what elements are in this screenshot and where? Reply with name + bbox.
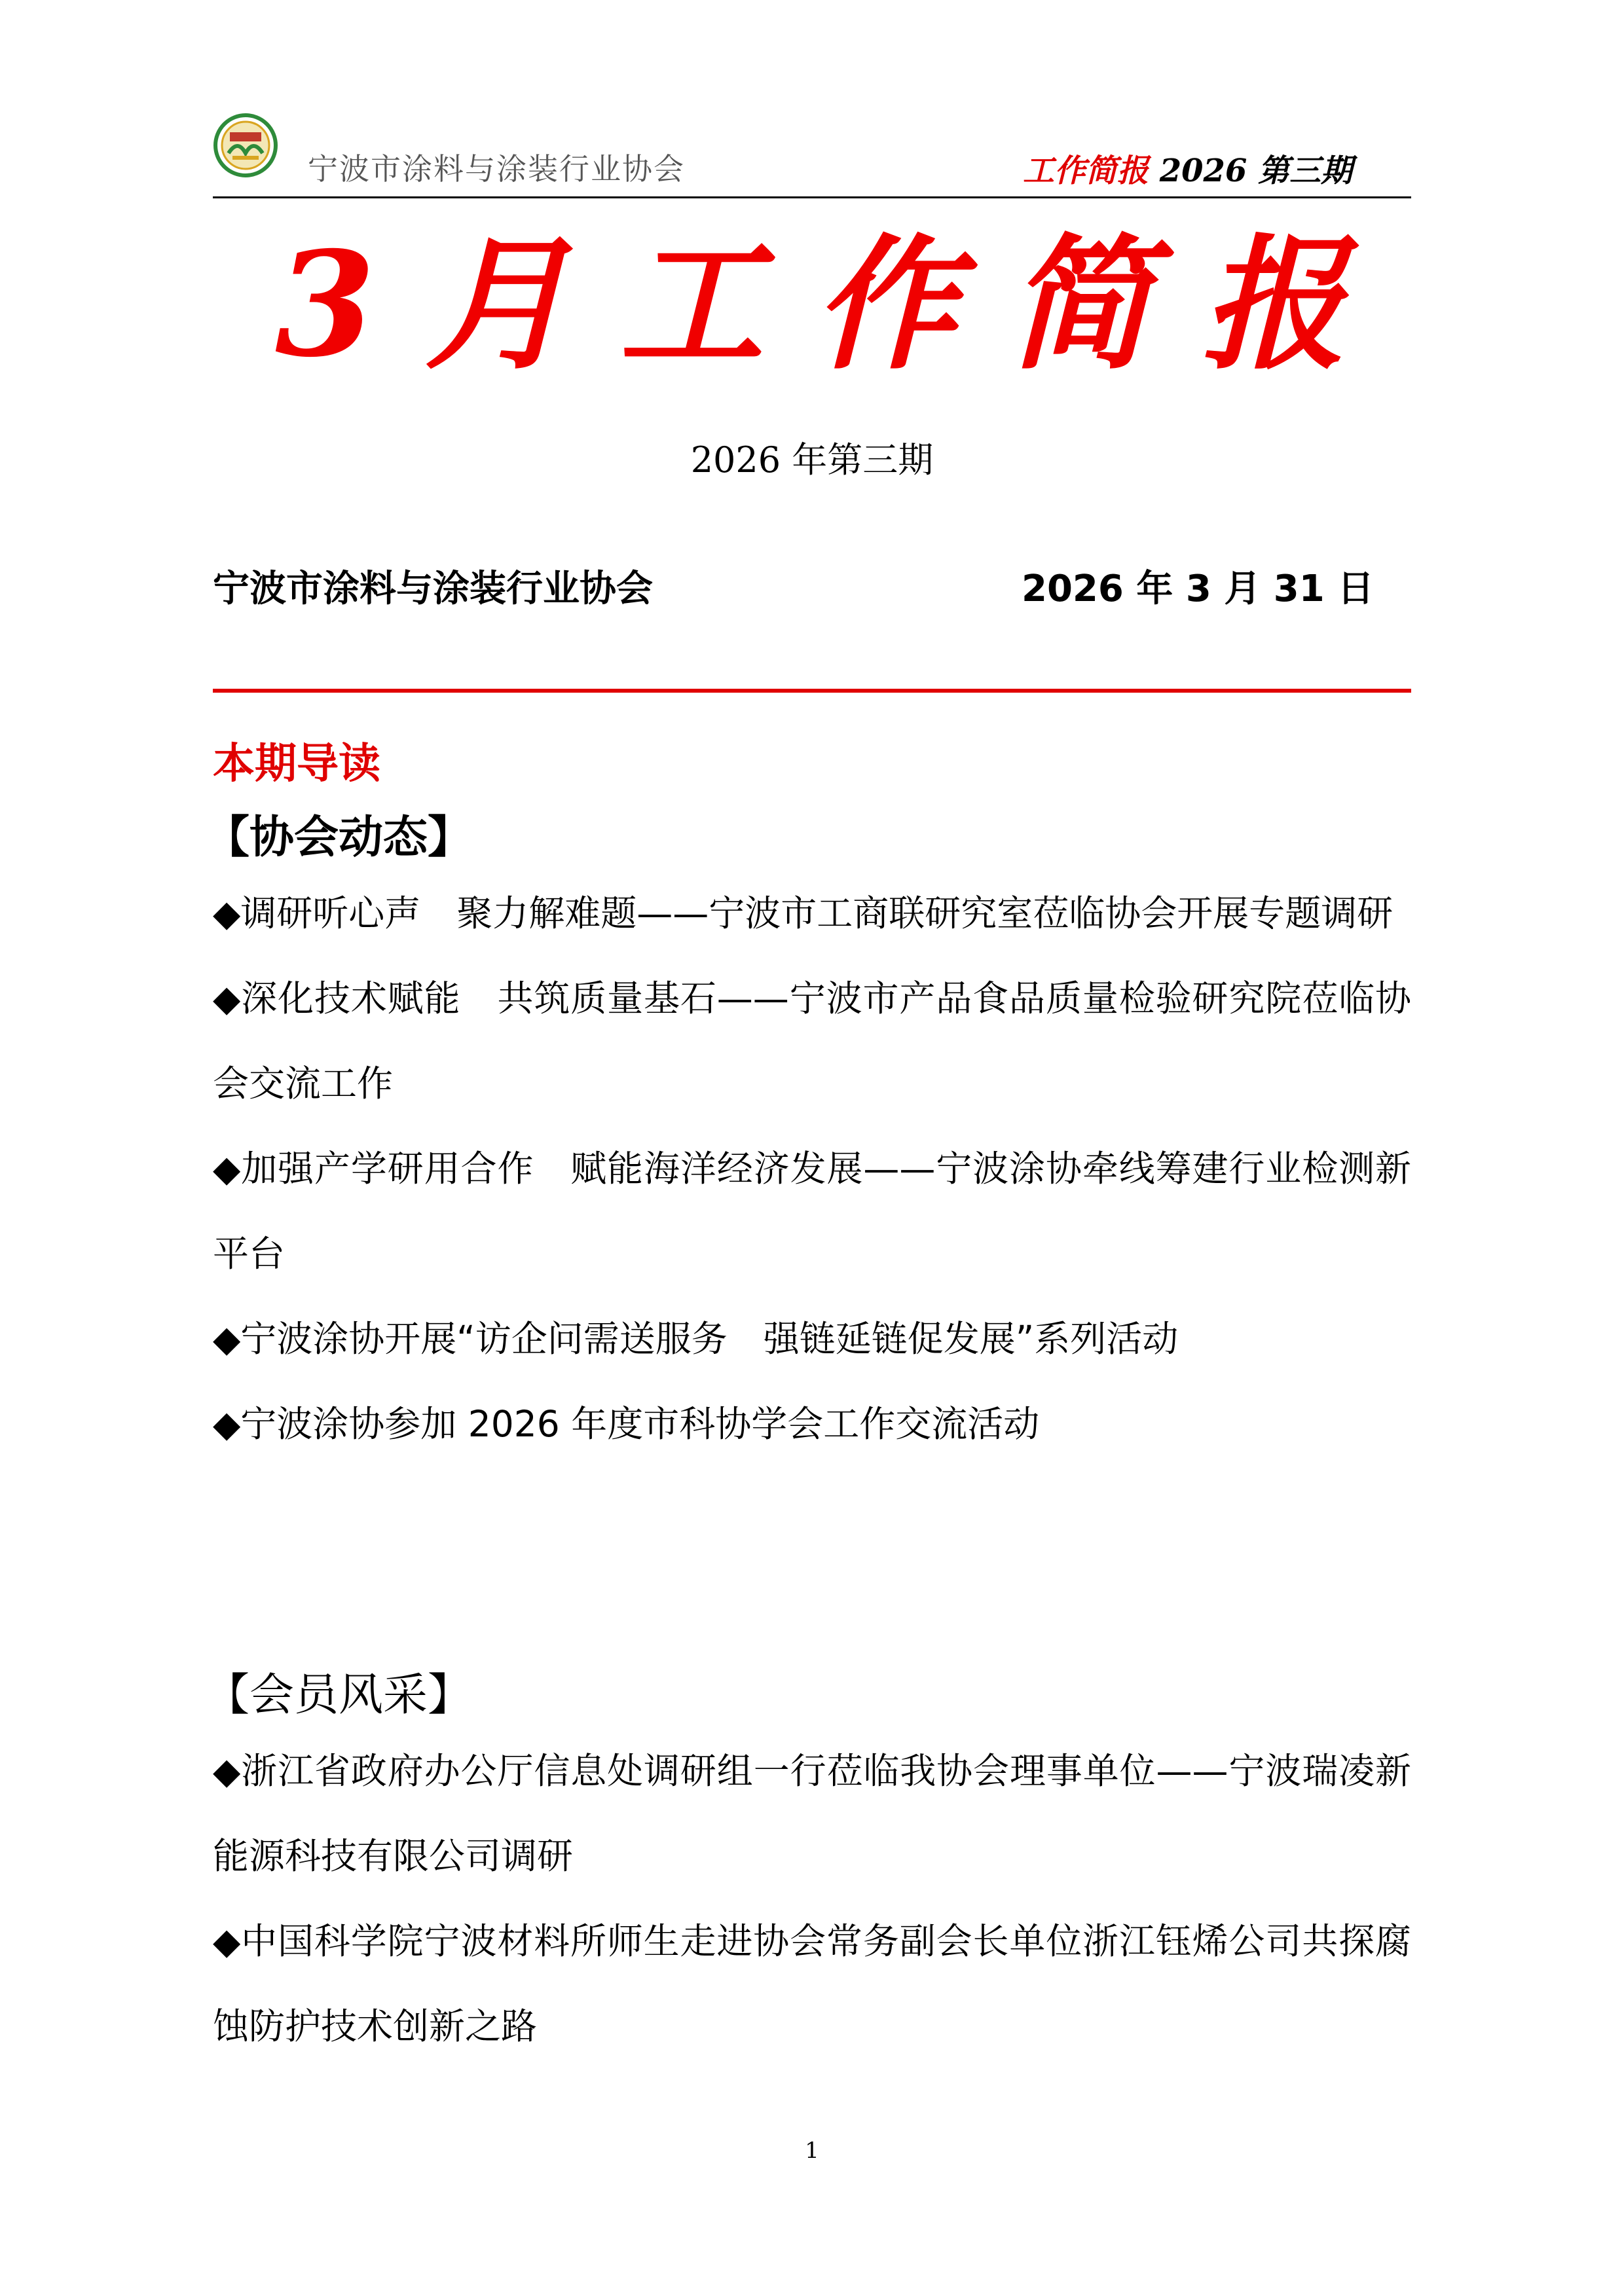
list-item: ◆深化技术赋能 共筑质量基石——宁波市产品食品质量检验研究院莅临协会交流工作 — [213, 977, 1411, 1104]
guide-heading: 本期导读 — [213, 740, 380, 788]
title-char: 作 — [813, 219, 958, 389]
page-number: 1 — [805, 2138, 819, 2164]
list-item: ◆调研听心声 聚力解难题——宁波市工商联研究室莅临协会开展专题调研 — [213, 892, 1393, 934]
list-item: ◆浙江省政府办公厅信息处调研组一行莅临我协会理事单位——宁波瑞凌新能源科技有限公司调研 — [213, 1750, 1411, 1877]
header-divider — [213, 196, 1411, 198]
title-char: 工 — [619, 219, 764, 389]
section-title: 【协会动态】 — [205, 812, 473, 864]
header-brief-issue: 2026 第三期 — [1159, 153, 1352, 189]
list-item: ◆加强产学研用合作 赋能海洋经济发展——宁波涂协牵线筹建行业检测新平台 — [213, 1148, 1411, 1275]
publish-date: 2026 年 3 月 31 日 — [1022, 568, 1375, 610]
issue-number: 2026 年第三期 — [690, 439, 934, 481]
title-char: 3 — [275, 219, 376, 389]
list-item: ◆宁波涂协参加 2026 年度市科协学会工作交流活动 — [213, 1403, 1040, 1445]
title-char: 报 — [1201, 219, 1346, 389]
list-item: ◆宁波涂协开展“访企问需送服务 强链延链促发展”系列活动 — [213, 1318, 1179, 1360]
main-title — [213, 219, 1411, 389]
header-org-name: 宁波市涂料与涂装行业协会 — [308, 151, 685, 187]
publisher-name: 宁波市涂料与涂装行业协会 — [213, 568, 653, 610]
section-title: 【会员风采】 — [205, 1669, 473, 1721]
title-char: 简 — [1007, 219, 1152, 389]
list-item: ◆中国科学院宁波材料所师生走进协会常务副会长单位浙江钰烯公司共探腐蚀防护技术创新之路 — [213, 1920, 1411, 2047]
section-member-highlights — [205, 1663, 1411, 2069]
association-logo — [213, 113, 278, 178]
header-brief-title: 工作简报 — [1022, 153, 1149, 189]
red-divider — [213, 689, 1411, 693]
title-char: 月 — [425, 219, 570, 389]
header-brief-label — [1023, 145, 1352, 191]
section-association-news — [205, 805, 1411, 1467]
